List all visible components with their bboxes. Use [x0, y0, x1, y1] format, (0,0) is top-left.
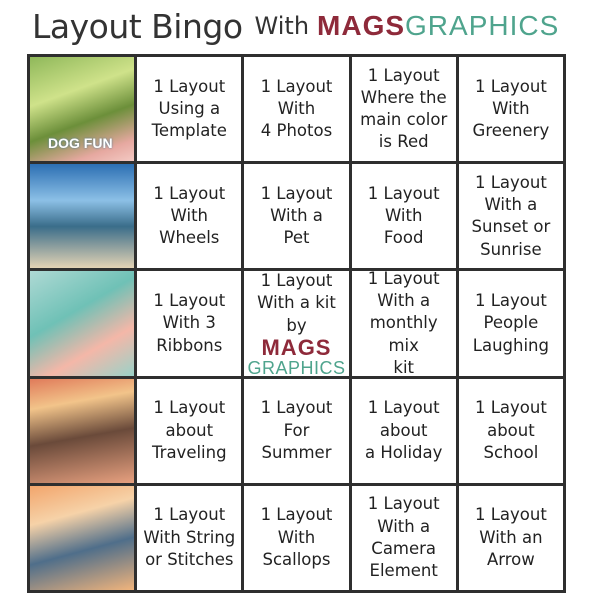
bingo-cell[interactable] — [459, 164, 563, 268]
bingo-cell-center[interactable] — [244, 271, 348, 375]
bingo-cell-text: 1 Layout For Summer — [260, 398, 333, 462]
bingo-cell[interactable] — [352, 379, 456, 483]
brand-mags: MAGS — [317, 10, 406, 41]
thumb-august — [30, 486, 134, 590]
bingo-board — [27, 54, 566, 593]
bingo-cell[interactable] — [352, 164, 456, 268]
thumb-birthday — [30, 379, 134, 483]
bingo-cell-text: 1 Layout With a Camera Element — [367, 494, 440, 581]
center-brand-mags: MAGS — [261, 334, 332, 360]
bingo-cell-text: 1 Layout With Greenery — [472, 76, 550, 141]
bingo-cell[interactable] — [244, 379, 348, 483]
thumb-summer — [30, 271, 134, 375]
bingo-cell[interactable] — [244, 486, 348, 590]
bingo-cell[interactable] — [352, 57, 456, 161]
bingo-cell[interactable] — [459, 486, 563, 590]
thumb-label: DOG FUN — [48, 135, 113, 152]
bingo-cell[interactable] — [352, 271, 456, 375]
bingo-cell-text: 1 Layout With a monthly mix kit — [367, 271, 440, 376]
brand-graphics: GRAPHICS — [405, 10, 560, 41]
bingo-cell-text: 1 Layout With 4 Photos — [260, 76, 333, 141]
center-brand-graphics: GRAPHICS — [247, 357, 346, 376]
bingo-cell-text: 1 Layout With Scallops — [260, 505, 333, 570]
bingo-cell[interactable] — [244, 57, 348, 161]
bingo-cell-text: 1 Layout With Food — [367, 183, 440, 248]
bingo-cell[interactable] — [352, 486, 456, 590]
thumb-journey — [30, 164, 134, 268]
center-cell-text: 1 Layout With a kit by — [257, 271, 336, 335]
thumb-dog-fun — [30, 57, 134, 161]
bingo-cell[interactable] — [137, 271, 241, 375]
bingo-cell[interactable] — [137, 164, 241, 268]
bingo-cell[interactable] — [459, 379, 563, 483]
bingo-cell-text: 1 Layout With a Pet — [260, 183, 333, 248]
bingo-cell-text: 1 Layout People Laughing — [472, 291, 549, 355]
bingo-cell-text: 1 Layout With an Arrow — [474, 505, 547, 570]
bingo-cell-text: 1 Layout With 3 Ribbons — [153, 291, 226, 355]
bingo-cell-text: 1 Layout With String or Stitches — [143, 505, 236, 570]
bingo-cell[interactable] — [137, 486, 241, 590]
bingo-cell[interactable] — [137, 57, 241, 161]
bingo-cell[interactable] — [244, 164, 348, 268]
bingo-cell-text: 1 Layout With Wheels — [153, 183, 226, 248]
page-title: Layout Bingo — [32, 6, 243, 46]
bingo-cell-text: 1 Layout about a Holiday — [365, 398, 443, 462]
bingo-cell[interactable] — [459, 271, 563, 375]
bingo-cell-text: 1 Layout about Traveling — [152, 398, 227, 462]
header — [0, 0, 600, 52]
bingo-cell[interactable] — [137, 379, 241, 483]
bingo-cell-text: 1 Layout Where the main color is Red — [360, 65, 448, 152]
bingo-cell[interactable] — [459, 57, 563, 161]
bingo-cell-text: 1 Layout Using a Template — [151, 76, 227, 141]
title-with: With — [254, 12, 310, 40]
bingo-cell-text: 1 Layout With a Sunset or Sunrise — [471, 172, 551, 259]
bingo-cell-text: 1 Layout about School — [474, 398, 547, 462]
